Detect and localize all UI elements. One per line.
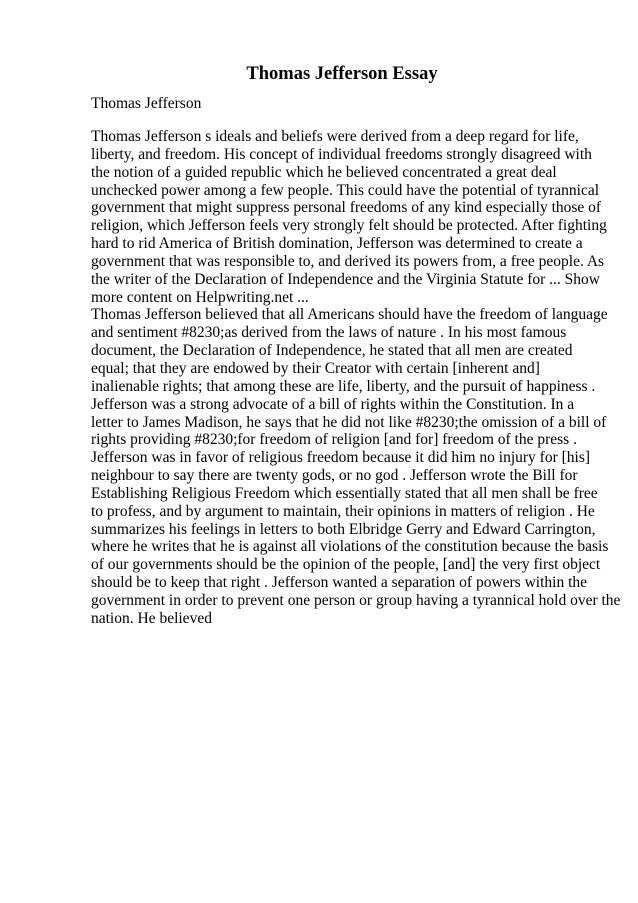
- body-line: hard to rid America of British domination, Jefferson was determined to create a: [91, 235, 583, 253]
- body-line: Jefferson was a strong advocate of a bill of rights within the Constitution. In a: [91, 395, 575, 413]
- body-line: Jefferson was in favor of religious freedom because it did him no injury for [his]: [91, 449, 591, 467]
- body-line: inalienable rights; that among these are life, liberty, and the pursuit of happiness .: [91, 377, 596, 395]
- body-line: where he writes that he is against all violations of the constitution because the basis: [91, 538, 609, 556]
- body-line: Thomas Jefferson believed that all Americans should have the freedom of language: [91, 306, 608, 324]
- document-title: Thomas Jefferson Essay: [246, 64, 438, 84]
- body-line: equal; that they are endowed by their Creator with certain [inherent and]: [91, 359, 540, 377]
- body-line: summarizes his feelings in letters to both Elbridge Gerry and Edward Carrington,: [91, 520, 596, 538]
- body-line: the notion of a guided republic which he believed concentrated a great deal: [91, 163, 557, 181]
- body-line: unchecked power among a few people. This could have the potential of tyrannical: [91, 181, 600, 199]
- body-line: government that was responsible to, and derived its powers from, a free people. As: [91, 252, 605, 270]
- body-line: nation. He believed: [91, 609, 212, 627]
- document-subtitle: Thomas Jefferson: [91, 95, 202, 112]
- body-line: government that might suppress personal freedoms of any kind especially those of: [91, 199, 602, 217]
- body-line: religion, which Jefferson feels very strongly felt should be protected. After fighting: [91, 217, 607, 235]
- body-line: document, the Declaration of Independence, he stated that all men are created: [91, 342, 573, 360]
- body-line: letter to James Madison, he says that he did not like #8230;the omission of a bill of: [91, 413, 607, 431]
- body-line: and sentiment #8230;as derived from the laws of nature . In his most famous: [91, 324, 567, 342]
- document-body: [91, 128, 621, 628]
- body-line: of our governments should be the opinion of the people, [and] the very first object: [91, 556, 601, 574]
- body-line: should be to keep that right . Jefferson wanted a separation of powers within the: [91, 574, 588, 592]
- body-line: the writer of the Declaration of Independence and the Virginia Statute for ... Show: [91, 270, 600, 288]
- body-line: more content on Helpwriting.net ...: [91, 288, 309, 306]
- body-line: liberty, and freedom. His concept of individual freedoms strongly disagreed with: [91, 145, 592, 163]
- body-line: to profess, and by argument to maintain, their opinions in matters of religion . He: [91, 502, 595, 520]
- body-line: neighbour to say there are twenty gods, or no god . Jefferson wrote the Bill for: [91, 467, 578, 485]
- body-line: government in order to prevent one person or group having a tyrannical hold over the: [91, 591, 621, 609]
- body-line: Establishing Religious Freedom which essentially stated that all men shall be free: [91, 484, 598, 502]
- body-line: Thomas Jefferson s ideals and beliefs were derived from a deep regard for life,: [91, 128, 579, 145]
- body-line: rights providing #8230;for freedom of religion [and for] freedom of the press .: [91, 431, 577, 449]
